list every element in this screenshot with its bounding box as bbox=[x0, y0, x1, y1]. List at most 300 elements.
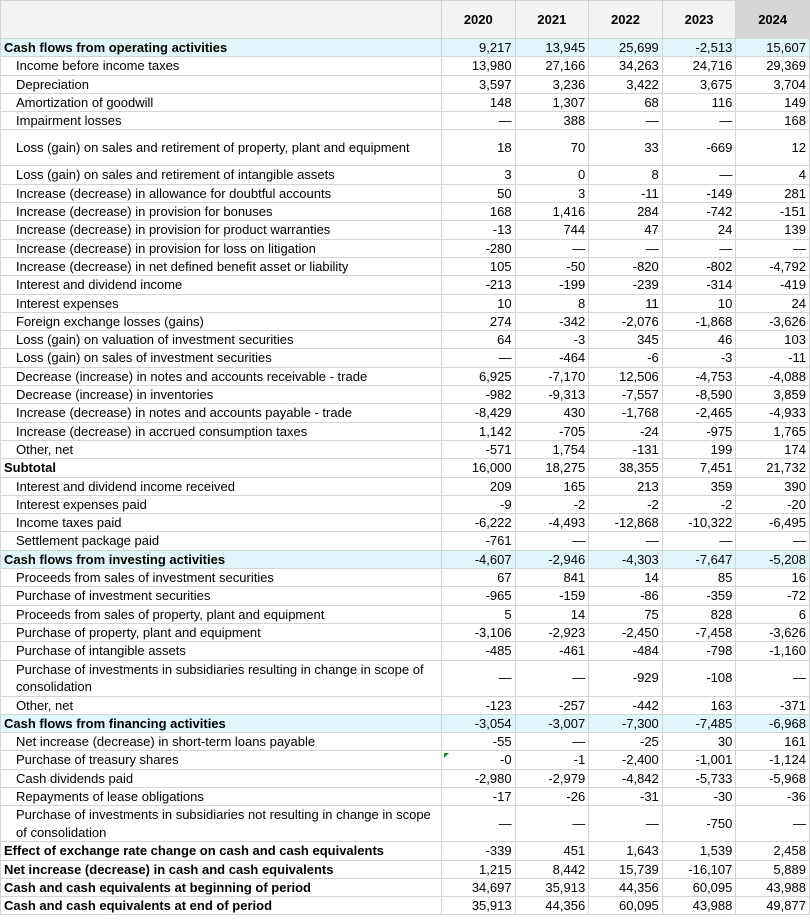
table-row bbox=[1, 477, 810, 495]
value-cell-2022[interactable]: 34,263 bbox=[589, 57, 663, 75]
value-cell-2022[interactable]: -442 bbox=[589, 696, 663, 714]
value-cell-2022[interactable]: 68 bbox=[589, 93, 663, 111]
value-cell-2021[interactable]: 0 bbox=[515, 166, 589, 184]
value-cell-2020[interactable]: 18 bbox=[442, 130, 516, 166]
value-cell-2024[interactable]: -5,208 bbox=[736, 550, 810, 568]
corner-cell[interactable] bbox=[1, 1, 442, 39]
value-cell-2021[interactable]: -26 bbox=[515, 787, 589, 805]
value-cell-2021[interactable]: -461 bbox=[515, 642, 589, 660]
value-cell-2023[interactable]: -30 bbox=[662, 787, 736, 805]
value-cell-2020[interactable]: 67 bbox=[442, 569, 516, 587]
value-cell-2024[interactable]: 15,607 bbox=[736, 39, 810, 57]
value-cell-2024[interactable]: 281 bbox=[736, 184, 810, 202]
value-cell-2021[interactable]: 35,913 bbox=[515, 878, 589, 896]
value-cell-2021[interactable]: -3 bbox=[515, 331, 589, 349]
value-cell-2021[interactable]: 430 bbox=[515, 404, 589, 422]
table-row bbox=[1, 130, 810, 166]
row-label[interactable]: Cash and cash equivalents at beginning of period bbox=[1, 878, 442, 896]
value-cell-2020[interactable]: 1,142 bbox=[442, 422, 516, 440]
table-row bbox=[1, 550, 810, 568]
value-cell-2023[interactable]: -1,001 bbox=[662, 751, 736, 769]
value-cell-2024[interactable]: 16 bbox=[736, 569, 810, 587]
value-cell-2021[interactable]: 744 bbox=[515, 221, 589, 239]
table-row bbox=[1, 569, 810, 587]
value-cell-2022[interactable]: -4,842 bbox=[589, 769, 663, 787]
value-cell-2022[interactable]: -2,400 bbox=[589, 751, 663, 769]
table-row bbox=[1, 787, 810, 805]
value-cell-2024[interactable]: -371 bbox=[736, 696, 810, 714]
row-label[interactable]: Cash flows from investing activities bbox=[1, 550, 442, 568]
row-label[interactable]: Purchase of investment securities bbox=[1, 587, 442, 605]
value-cell-2024[interactable]: 1,765 bbox=[736, 422, 810, 440]
value-cell-2023[interactable]: -16,107 bbox=[662, 860, 736, 878]
value-cell-2021[interactable]: 1,754 bbox=[515, 440, 589, 458]
table-row bbox=[1, 257, 810, 275]
value-cell-2024[interactable]: 6 bbox=[736, 605, 810, 623]
value-cell-2024[interactable]: 4 bbox=[736, 166, 810, 184]
value-cell-2024[interactable]: 21,732 bbox=[736, 459, 810, 477]
row-label[interactable]: Purchase of investments in subsidiaries not resulting in change in scope of consolidation bbox=[1, 806, 442, 842]
value-cell-2023[interactable]: 828 bbox=[662, 605, 736, 623]
value-cell-2021[interactable]: -257 bbox=[515, 696, 589, 714]
value-cell-2024[interactable]: — bbox=[736, 532, 810, 550]
value-cell-2021[interactable]: 841 bbox=[515, 569, 589, 587]
row-label[interactable]: Increase (decrease) in provision for loss on litigation bbox=[1, 239, 442, 257]
value-cell-2021[interactable]: -3,007 bbox=[515, 714, 589, 732]
row-label[interactable]: Increase (decrease) in accrued consumption taxes bbox=[1, 422, 442, 440]
value-cell-2020[interactable]: 13,980 bbox=[442, 57, 516, 75]
value-cell-2020[interactable]: 1,215 bbox=[442, 860, 516, 878]
row-label[interactable]: Income before income taxes bbox=[1, 57, 442, 75]
value-cell-2024[interactable]: -20 bbox=[736, 495, 810, 513]
value-cell-2024[interactable]: -72 bbox=[736, 587, 810, 605]
value-cell-2024[interactable]: 149 bbox=[736, 93, 810, 111]
value-cell-2020[interactable]: -4,607 bbox=[442, 550, 516, 568]
row-label[interactable]: Impairment losses bbox=[1, 112, 442, 130]
value-cell-2021[interactable]: -2,923 bbox=[515, 623, 589, 641]
year-header-2023[interactable]: 2023 bbox=[662, 1, 736, 39]
value-cell-2024[interactable]: 174 bbox=[736, 440, 810, 458]
value-cell-2021[interactable]: -1 bbox=[515, 751, 589, 769]
row-label[interactable]: Increase (decrease) in net defined benefit asset or liability bbox=[1, 257, 442, 275]
value-cell-2020[interactable]: 34,697 bbox=[442, 878, 516, 896]
value-cell-2024[interactable]: 161 bbox=[736, 733, 810, 751]
value-cell-2021[interactable]: -2,946 bbox=[515, 550, 589, 568]
value-cell-2021[interactable]: -2,979 bbox=[515, 769, 589, 787]
value-cell-2021[interactable]: — bbox=[515, 806, 589, 842]
value-cell-2020[interactable]: -2,980 bbox=[442, 769, 516, 787]
row-label[interactable]: Income taxes paid bbox=[1, 514, 442, 532]
value-cell-2023[interactable]: — bbox=[662, 532, 736, 550]
value-cell-2022[interactable]: -11 bbox=[589, 184, 663, 202]
value-cell-2020[interactable]: -123 bbox=[442, 696, 516, 714]
row-label[interactable]: Interest expenses paid bbox=[1, 495, 442, 513]
value-cell-2023[interactable]: 24 bbox=[662, 221, 736, 239]
row-label[interactable]: Increase (decrease) in provision for bonuses bbox=[1, 203, 442, 221]
value-cell-2024[interactable]: 49,877 bbox=[736, 897, 810, 915]
table-row bbox=[1, 751, 810, 769]
value-cell-2022[interactable]: -929 bbox=[589, 660, 663, 696]
value-cell-2022[interactable]: -484 bbox=[589, 642, 663, 660]
value-cell-2021[interactable]: -705 bbox=[515, 422, 589, 440]
value-cell-2022[interactable]: -4,303 bbox=[589, 550, 663, 568]
year-header-2021[interactable]: 2021 bbox=[515, 1, 589, 39]
value-cell-2023[interactable]: -4,753 bbox=[662, 367, 736, 385]
value-cell-2020[interactable]: -339 bbox=[442, 842, 516, 860]
value-cell-2020[interactable]: — bbox=[442, 660, 516, 696]
value-cell-2023[interactable]: -750 bbox=[662, 806, 736, 842]
row-label[interactable]: Decrease (increase) in inventories bbox=[1, 386, 442, 404]
value-cell-2023[interactable]: -10,322 bbox=[662, 514, 736, 532]
value-cell-2022[interactable]: 75 bbox=[589, 605, 663, 623]
table-row bbox=[1, 112, 810, 130]
value-cell-2024[interactable]: 29,369 bbox=[736, 57, 810, 75]
value-cell-2024[interactable]: 43,988 bbox=[736, 878, 810, 896]
value-cell-2023[interactable]: — bbox=[662, 112, 736, 130]
row-label[interactable]: Cash flows from operating activities bbox=[1, 39, 442, 57]
value-cell-2022[interactable]: -25 bbox=[589, 733, 663, 751]
row-label[interactable]: Increase (decrease) in notes and accounts payable - trade bbox=[1, 404, 442, 422]
value-cell-2024[interactable]: — bbox=[736, 806, 810, 842]
value-cell-2024[interactable]: -3,626 bbox=[736, 623, 810, 641]
row-label[interactable]: Interest and dividend income received bbox=[1, 477, 442, 495]
value-cell-2023[interactable]: -8,590 bbox=[662, 386, 736, 404]
value-cell-2024[interactable]: -1,160 bbox=[736, 642, 810, 660]
value-cell-2021[interactable]: 18,275 bbox=[515, 459, 589, 477]
value-cell-2024[interactable]: -6,968 bbox=[736, 714, 810, 732]
value-cell-2024[interactable]: 390 bbox=[736, 477, 810, 495]
row-label[interactable]: Amortization of goodwill bbox=[1, 93, 442, 111]
value-cell-2024[interactable]: — bbox=[736, 660, 810, 696]
value-cell-2021[interactable]: 13,945 bbox=[515, 39, 589, 57]
value-cell-2021[interactable]: 14 bbox=[515, 605, 589, 623]
value-cell-2020[interactable]: -280 bbox=[442, 239, 516, 257]
value-cell-2024[interactable]: 12 bbox=[736, 130, 810, 166]
value-cell-2020[interactable]: -6,222 bbox=[442, 514, 516, 532]
value-cell-2022[interactable]: -239 bbox=[589, 276, 663, 294]
table-row bbox=[1, 623, 810, 641]
value-cell-2020[interactable]: 105 bbox=[442, 257, 516, 275]
table-row bbox=[1, 221, 810, 239]
value-cell-2022[interactable]: -6 bbox=[589, 349, 663, 367]
value-cell-2020[interactable]: -3,054 bbox=[442, 714, 516, 732]
value-cell-2023[interactable]: -3 bbox=[662, 349, 736, 367]
value-cell-2022[interactable]: 60,095 bbox=[589, 897, 663, 915]
value-cell-2022[interactable]: 3,422 bbox=[589, 75, 663, 93]
value-cell-2024[interactable]: -419 bbox=[736, 276, 810, 294]
value-cell-2022[interactable]: 33 bbox=[589, 130, 663, 166]
value-cell-2022[interactable]: 47 bbox=[589, 221, 663, 239]
value-cell-2020[interactable]: -55 bbox=[442, 733, 516, 751]
value-cell-2024[interactable]: -6,495 bbox=[736, 514, 810, 532]
value-cell-2020[interactable]: 9,217 bbox=[442, 39, 516, 57]
row-label[interactable]: Other, net bbox=[1, 696, 442, 714]
row-label[interactable]: Proceeds from sales of property, plant and equipment bbox=[1, 605, 442, 623]
value-cell-2021[interactable]: 27,166 bbox=[515, 57, 589, 75]
value-cell-2024[interactable]: 2,458 bbox=[736, 842, 810, 860]
value-cell-2023[interactable]: 359 bbox=[662, 477, 736, 495]
value-cell-2024[interactable]: -1,124 bbox=[736, 751, 810, 769]
value-cell-2022[interactable]: 14 bbox=[589, 569, 663, 587]
table-row bbox=[1, 312, 810, 330]
value-cell-2023[interactable]: 3,675 bbox=[662, 75, 736, 93]
value-cell-2021[interactable]: -2 bbox=[515, 495, 589, 513]
value-cell-2020[interactable]: -17 bbox=[442, 787, 516, 805]
row-label[interactable]: Foreign exchange losses (gains) bbox=[1, 312, 442, 330]
table-row bbox=[1, 714, 810, 732]
value-cell-2022[interactable]: -2,076 bbox=[589, 312, 663, 330]
table-row bbox=[1, 422, 810, 440]
value-cell-2024[interactable]: 3,859 bbox=[736, 386, 810, 404]
value-cell-2021[interactable]: 165 bbox=[515, 477, 589, 495]
value-cell-2020[interactable]: — bbox=[442, 806, 516, 842]
value-cell-2021[interactable]: -464 bbox=[515, 349, 589, 367]
value-cell-2021[interactable]: -4,493 bbox=[515, 514, 589, 532]
value-cell-2021[interactable]: -50 bbox=[515, 257, 589, 275]
value-cell-2022[interactable]: 44,356 bbox=[589, 878, 663, 896]
row-label[interactable]: Repayments of lease obligations bbox=[1, 787, 442, 805]
row-label[interactable]: Settlement package paid bbox=[1, 532, 442, 550]
table-row bbox=[1, 239, 810, 257]
value-cell-2020[interactable]: — bbox=[442, 112, 516, 130]
value-cell-2023[interactable]: 1,539 bbox=[662, 842, 736, 860]
value-cell-2021[interactable]: -199 bbox=[515, 276, 589, 294]
value-cell-2022[interactable]: — bbox=[589, 239, 663, 257]
table-row bbox=[1, 642, 810, 660]
value-cell-2022[interactable]: — bbox=[589, 806, 663, 842]
value-cell-2023[interactable]: -798 bbox=[662, 642, 736, 660]
row-label[interactable]: Interest and dividend income bbox=[1, 276, 442, 294]
table-row bbox=[1, 587, 810, 605]
value-cell-2024[interactable]: -36 bbox=[736, 787, 810, 805]
value-cell-2021[interactable]: 44,356 bbox=[515, 897, 589, 915]
value-cell-2024[interactable]: 168 bbox=[736, 112, 810, 130]
row-label[interactable]: Net increase (decrease) in cash and cash equivalents bbox=[1, 860, 442, 878]
value-cell-2022[interactable]: 25,699 bbox=[589, 39, 663, 57]
value-cell-2022[interactable]: -2 bbox=[589, 495, 663, 513]
row-label[interactable]: Increase (decrease) in allowance for doubtful accounts bbox=[1, 184, 442, 202]
value-cell-2023[interactable]: -359 bbox=[662, 587, 736, 605]
value-cell-2020[interactable]: 6,925 bbox=[442, 367, 516, 385]
row-label[interactable]: Loss (gain) on sales and retirement of intangible assets bbox=[1, 166, 442, 184]
value-cell-2023[interactable]: -2,465 bbox=[662, 404, 736, 422]
value-cell-2022[interactable]: — bbox=[589, 112, 663, 130]
value-cell-2024[interactable]: 5,889 bbox=[736, 860, 810, 878]
value-cell-2020[interactable]: -0 bbox=[442, 751, 516, 769]
value-cell-2023[interactable]: 116 bbox=[662, 93, 736, 111]
value-cell-2021[interactable]: 451 bbox=[515, 842, 589, 860]
value-cell-2021[interactable]: 1,307 bbox=[515, 93, 589, 111]
value-cell-2020[interactable]: -3,106 bbox=[442, 623, 516, 641]
value-cell-2020[interactable]: 3,597 bbox=[442, 75, 516, 93]
value-cell-2021[interactable]: -342 bbox=[515, 312, 589, 330]
row-label[interactable]: Cash and cash equivalents at end of period bbox=[1, 897, 442, 915]
value-cell-2020[interactable]: -982 bbox=[442, 386, 516, 404]
row-label[interactable]: Other, net bbox=[1, 440, 442, 458]
row-label[interactable]: Loss (gain) on valuation of investment securities bbox=[1, 331, 442, 349]
value-cell-2020[interactable]: 64 bbox=[442, 331, 516, 349]
value-cell-2023[interactable]: -314 bbox=[662, 276, 736, 294]
value-cell-2023[interactable]: -1,868 bbox=[662, 312, 736, 330]
row-label[interactable]: Proceeds from sales of investment securities bbox=[1, 569, 442, 587]
value-cell-2024[interactable]: -4,088 bbox=[736, 367, 810, 385]
value-cell-2023[interactable]: -7,458 bbox=[662, 623, 736, 641]
value-cell-2023[interactable]: -2 bbox=[662, 495, 736, 513]
value-cell-2023[interactable]: -2,513 bbox=[662, 39, 736, 57]
value-cell-2024[interactable]: 139 bbox=[736, 221, 810, 239]
value-cell-2020[interactable]: -213 bbox=[442, 276, 516, 294]
year-header-2024[interactable]: 2024 bbox=[736, 1, 810, 39]
value-cell-2020[interactable]: 10 bbox=[442, 294, 516, 312]
value-cell-2022[interactable]: -12,868 bbox=[589, 514, 663, 532]
value-cell-2022[interactable]: -24 bbox=[589, 422, 663, 440]
table-row bbox=[1, 459, 810, 477]
value-cell-2022[interactable]: 11 bbox=[589, 294, 663, 312]
value-cell-2023[interactable]: -802 bbox=[662, 257, 736, 275]
value-cell-2021[interactable]: 1,416 bbox=[515, 203, 589, 221]
row-label[interactable]: Subtotal bbox=[1, 459, 442, 477]
row-label[interactable]: Net increase (decrease) in short-term loans payable bbox=[1, 733, 442, 751]
value-cell-2020[interactable]: -13 bbox=[442, 221, 516, 239]
value-cell-2021[interactable]: -9,313 bbox=[515, 386, 589, 404]
table-row bbox=[1, 842, 810, 860]
value-cell-2021[interactable]: 8,442 bbox=[515, 860, 589, 878]
value-cell-2023[interactable]: — bbox=[662, 166, 736, 184]
value-cell-2021[interactable]: — bbox=[515, 532, 589, 550]
value-cell-2022[interactable]: -820 bbox=[589, 257, 663, 275]
table-row bbox=[1, 166, 810, 184]
table-row bbox=[1, 386, 810, 404]
value-cell-2023[interactable]: -975 bbox=[662, 422, 736, 440]
row-label[interactable]: Effect of exchange rate change on cash and cash equivalents bbox=[1, 842, 442, 860]
value-cell-2024[interactable]: — bbox=[736, 239, 810, 257]
year-header-2020[interactable]: 2020 bbox=[442, 1, 516, 39]
value-cell-2023[interactable]: 43,988 bbox=[662, 897, 736, 915]
row-label[interactable]: Decrease (increase) in notes and accounts receivable - trade bbox=[1, 367, 442, 385]
value-cell-2021[interactable]: — bbox=[515, 660, 589, 696]
value-cell-2022[interactable]: -7,300 bbox=[589, 714, 663, 732]
value-cell-2023[interactable]: 199 bbox=[662, 440, 736, 458]
value-cell-2022[interactable]: -86 bbox=[589, 587, 663, 605]
value-cell-2022[interactable]: -131 bbox=[589, 440, 663, 458]
value-cell-2022[interactable]: 345 bbox=[589, 331, 663, 349]
value-cell-2020[interactable]: 148 bbox=[442, 93, 516, 111]
value-cell-2021[interactable]: -159 bbox=[515, 587, 589, 605]
value-cell-2020[interactable]: — bbox=[442, 349, 516, 367]
value-cell-2023[interactable]: 85 bbox=[662, 569, 736, 587]
value-cell-2020[interactable]: -965 bbox=[442, 587, 516, 605]
value-cell-2023[interactable]: 30 bbox=[662, 733, 736, 751]
value-cell-2024[interactable]: -3,626 bbox=[736, 312, 810, 330]
value-cell-2023[interactable]: 7,451 bbox=[662, 459, 736, 477]
value-cell-2023[interactable]: 60,095 bbox=[662, 878, 736, 896]
value-cell-2020[interactable]: 274 bbox=[442, 312, 516, 330]
row-label[interactable]: Purchase of property, plant and equipment bbox=[1, 623, 442, 641]
value-cell-2020[interactable]: -761 bbox=[442, 532, 516, 550]
row-label[interactable]: Purchase of treasury shares bbox=[1, 751, 442, 769]
value-cell-2023[interactable]: 46 bbox=[662, 331, 736, 349]
value-cell-2023[interactable]: 24,716 bbox=[662, 57, 736, 75]
value-cell-2024[interactable]: -4,933 bbox=[736, 404, 810, 422]
value-cell-2021[interactable]: 388 bbox=[515, 112, 589, 130]
value-cell-2022[interactable]: — bbox=[589, 532, 663, 550]
row-label[interactable]: Purchase of intangible assets bbox=[1, 642, 442, 660]
value-cell-2020[interactable]: -571 bbox=[442, 440, 516, 458]
value-cell-2022[interactable]: 213 bbox=[589, 477, 663, 495]
row-label[interactable]: Interest expenses bbox=[1, 294, 442, 312]
value-cell-2020[interactable]: -485 bbox=[442, 642, 516, 660]
row-label[interactable]: Cash flows from financing activities bbox=[1, 714, 442, 732]
value-cell-2020[interactable]: 5 bbox=[442, 605, 516, 623]
value-cell-2020[interactable]: 3 bbox=[442, 166, 516, 184]
value-cell-2022[interactable]: -1,768 bbox=[589, 404, 663, 422]
row-label[interactable]: Purchase of investments in subsidiaries resulting in change in scope of consolidation bbox=[1, 660, 442, 696]
table-row bbox=[1, 532, 810, 550]
row-label[interactable]: Loss (gain) on sales of investment securities bbox=[1, 349, 442, 367]
value-cell-2023[interactable]: -742 bbox=[662, 203, 736, 221]
value-cell-2020[interactable]: 209 bbox=[442, 477, 516, 495]
value-cell-2022[interactable]: 15,739 bbox=[589, 860, 663, 878]
value-cell-2024[interactable]: 3,704 bbox=[736, 75, 810, 93]
value-cell-2020[interactable]: 16,000 bbox=[442, 459, 516, 477]
value-cell-2020[interactable]: -9 bbox=[442, 495, 516, 513]
value-cell-2022[interactable]: 1,643 bbox=[589, 842, 663, 860]
value-cell-2021[interactable]: — bbox=[515, 733, 589, 751]
value-cell-2021[interactable]: — bbox=[515, 239, 589, 257]
value-cell-2021[interactable]: 8 bbox=[515, 294, 589, 312]
value-cell-2022[interactable]: 12,506 bbox=[589, 367, 663, 385]
value-cell-2024[interactable]: -11 bbox=[736, 349, 810, 367]
table-row bbox=[1, 331, 810, 349]
value-cell-2023[interactable]: -7,647 bbox=[662, 550, 736, 568]
row-label[interactable]: Cash dividends paid bbox=[1, 769, 442, 787]
value-cell-2024[interactable]: 103 bbox=[736, 331, 810, 349]
value-cell-2023[interactable]: 163 bbox=[662, 696, 736, 714]
value-cell-2020[interactable]: 168 bbox=[442, 203, 516, 221]
table-row bbox=[1, 203, 810, 221]
value-cell-2022[interactable]: 8 bbox=[589, 166, 663, 184]
value-cell-2024[interactable]: -5,968 bbox=[736, 769, 810, 787]
value-cell-2021[interactable]: 70 bbox=[515, 130, 589, 166]
value-cell-2024[interactable]: 24 bbox=[736, 294, 810, 312]
table-row bbox=[1, 349, 810, 367]
value-cell-2021[interactable]: -7,170 bbox=[515, 367, 589, 385]
value-cell-2021[interactable]: 3,236 bbox=[515, 75, 589, 93]
value-cell-2023[interactable]: -108 bbox=[662, 660, 736, 696]
value-cell-2022[interactable]: -2,450 bbox=[589, 623, 663, 641]
row-label[interactable]: Loss (gain) on sales and retirement of property, plant and equipment bbox=[1, 130, 442, 166]
value-cell-2023[interactable]: — bbox=[662, 239, 736, 257]
value-cell-2022[interactable]: -31 bbox=[589, 787, 663, 805]
value-cell-2020[interactable]: 35,913 bbox=[442, 897, 516, 915]
value-cell-2020[interactable]: 50 bbox=[442, 184, 516, 202]
value-cell-2022[interactable]: 38,355 bbox=[589, 459, 663, 477]
value-cell-2023[interactable]: -669 bbox=[662, 130, 736, 166]
value-cell-2021[interactable]: 3 bbox=[515, 184, 589, 202]
value-cell-2024[interactable]: -151 bbox=[736, 203, 810, 221]
value-cell-2022[interactable]: -7,557 bbox=[589, 386, 663, 404]
value-cell-2023[interactable]: -7,485 bbox=[662, 714, 736, 732]
value-cell-2022[interactable]: 284 bbox=[589, 203, 663, 221]
value-cell-2024[interactable]: -4,792 bbox=[736, 257, 810, 275]
value-cell-2023[interactable]: -5,733 bbox=[662, 769, 736, 787]
row-label[interactable]: Increase (decrease) in provision for product warranties bbox=[1, 221, 442, 239]
value-cell-2023[interactable]: -149 bbox=[662, 184, 736, 202]
row-label[interactable]: Depreciation bbox=[1, 75, 442, 93]
value-cell-2023[interactable]: 10 bbox=[662, 294, 736, 312]
year-header-2022[interactable]: 2022 bbox=[589, 1, 663, 39]
value-cell-2020[interactable]: -8,429 bbox=[442, 404, 516, 422]
